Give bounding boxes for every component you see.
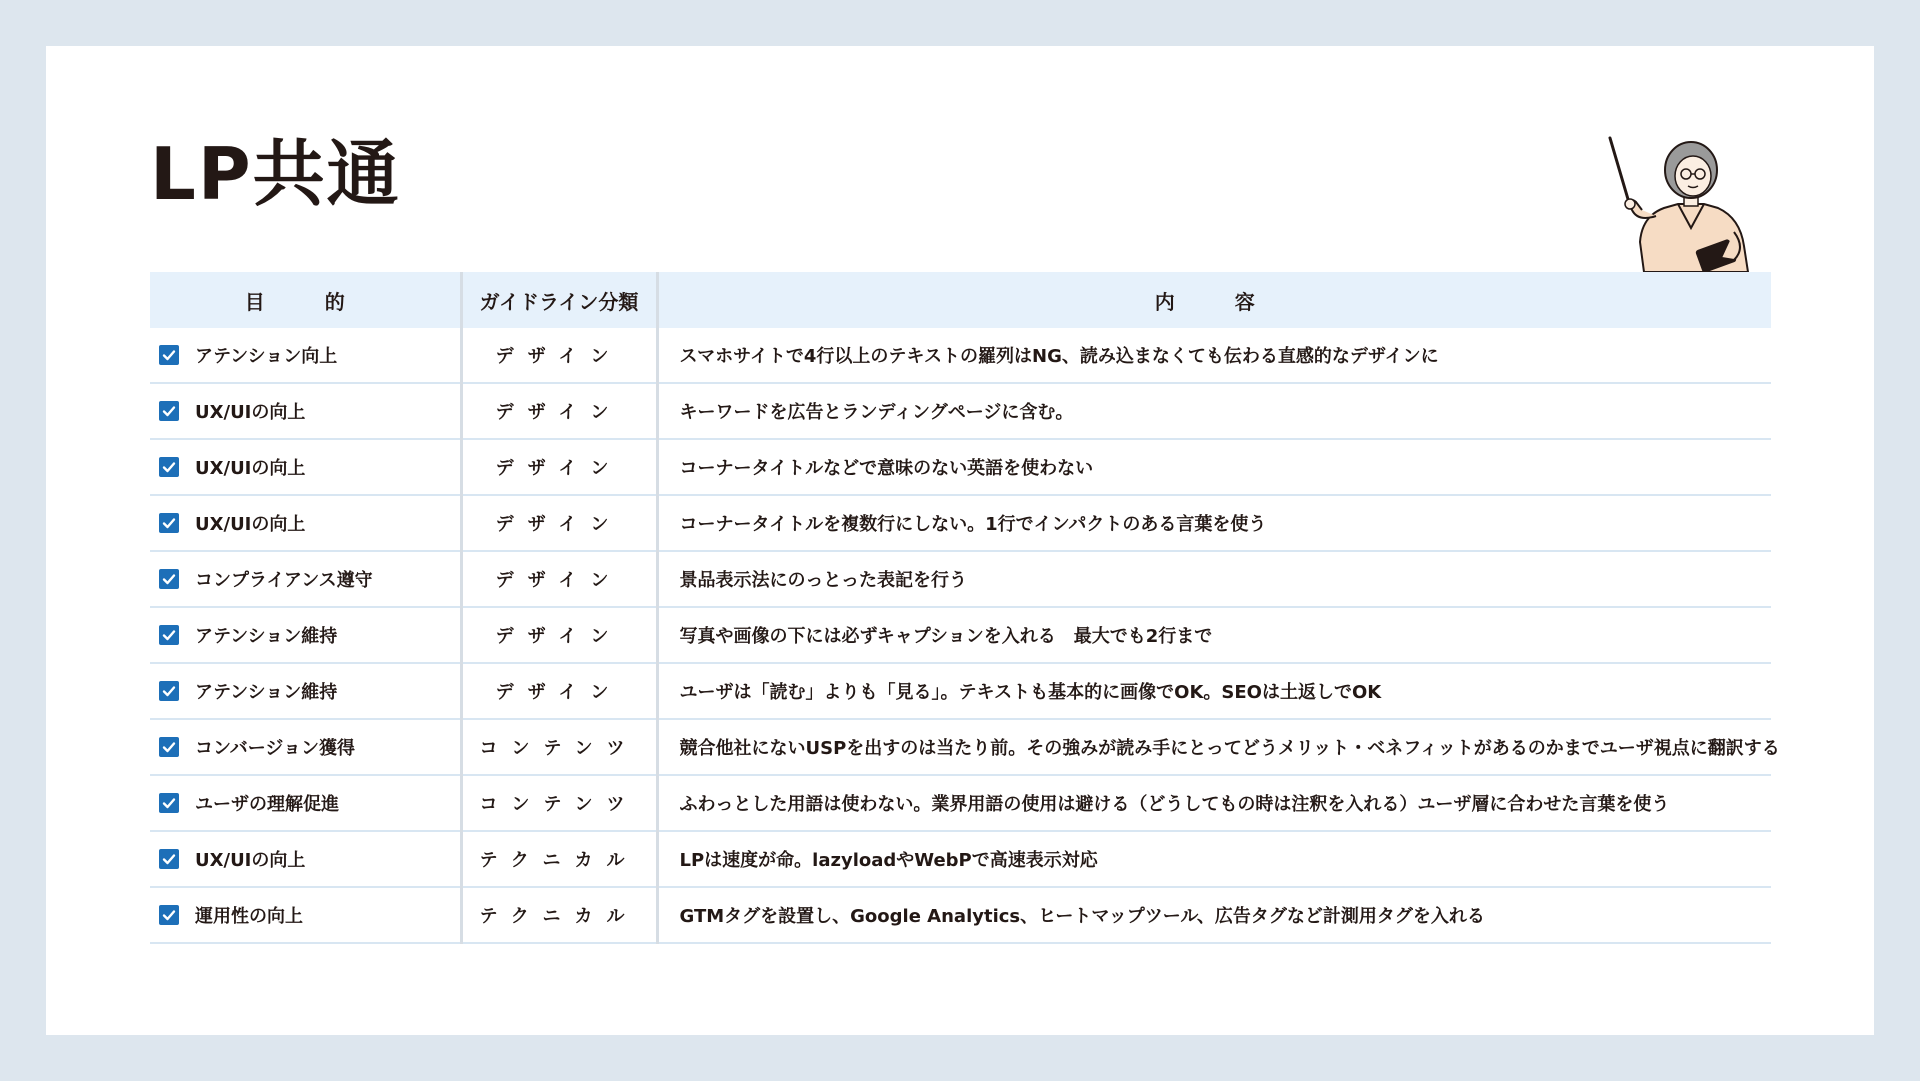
content-cell: GTMタグを設置し、Google Analytics、ヒートマップツール、広告タグなど計測用タグを入れる: [657, 887, 1771, 943]
category-cell: デザイン: [461, 551, 657, 607]
purpose-cell: [150, 663, 461, 719]
purpose-text: UX/UIの向上: [195, 458, 306, 479]
purpose-text: アテンション維持: [195, 626, 338, 647]
checkbox-checked-icon[interactable]: [159, 457, 179, 477]
purpose-cell: [150, 719, 461, 775]
table-row: [150, 328, 1771, 383]
purpose-cell: [150, 383, 461, 439]
purpose-text: UX/UIの向上: [195, 514, 306, 535]
purpose-text: コンプライアンス遵守: [195, 570, 373, 591]
checkbox-checked-icon[interactable]: [159, 849, 179, 869]
purpose-text: 運用性の向上: [195, 906, 303, 927]
content-cell: 景品表示法にのっとった表記を行う: [657, 551, 1771, 607]
table-row: [150, 383, 1771, 439]
content-cell: 競合他社にないUSPを出すのは当たり前。その強みが読み手にとってどうメリット・ベネフィットがあるのかまでユーザ視点に翻訳する: [657, 719, 1771, 775]
table-row: [150, 775, 1771, 831]
purpose-cell: [150, 887, 461, 943]
category-cell: デザイン: [461, 495, 657, 551]
content-cell: LPは速度が命。lazyloadやWebPで高速表示対応: [657, 831, 1771, 887]
content-cell: コーナータイトルを複数行にしない。1行でインパクトのある言葉を使う: [657, 495, 1771, 551]
category-cell: デザイン: [461, 383, 657, 439]
header-content: 内 容: [657, 272, 1771, 328]
checkbox-checked-icon[interactable]: [159, 737, 179, 757]
purpose-text: UX/UIの向上: [195, 850, 306, 871]
purpose-cell: [150, 439, 461, 495]
content-cell: スマホサイトで4行以上のテキストの羅列はNG、読み込まなくても伝わる直感的なデザインに: [657, 328, 1771, 383]
table-row: [150, 831, 1771, 887]
purpose-text: ユーザの理解促進: [195, 794, 339, 815]
table-row: [150, 887, 1771, 943]
checkbox-checked-icon[interactable]: [159, 401, 179, 421]
content-cell: ふわっとした用語は使わない。業界用語の使用は避ける（どうしてもの時は注釈を入れる）ユーザ層に合わせた言葉を使う: [657, 775, 1771, 831]
purpose-cell: [150, 775, 461, 831]
checkbox-checked-icon[interactable]: [159, 625, 179, 645]
purpose-cell: [150, 607, 461, 663]
teacher-illustration-icon: [1594, 136, 1794, 272]
header-purpose: 目 的: [150, 272, 461, 328]
purpose-text: アテンション向上: [195, 346, 338, 367]
purpose-cell: [150, 328, 461, 383]
checkbox-checked-icon[interactable]: [159, 513, 179, 533]
purpose-text: UX/UIの向上: [195, 402, 306, 423]
category-cell: テクニカル: [461, 831, 657, 887]
category-cell: テクニカル: [461, 887, 657, 943]
checkbox-checked-icon[interactable]: [159, 345, 179, 365]
content-cell: 写真や画像の下には必ずキャプションを入れる 最大でも2行まで: [657, 607, 1771, 663]
purpose-cell: [150, 551, 461, 607]
table-row: [150, 663, 1771, 719]
guideline-table: [150, 272, 1780, 944]
category-cell: デザイン: [461, 663, 657, 719]
header-category: ガイドライン分類: [461, 272, 657, 328]
table-row: [150, 439, 1771, 495]
table-row: [150, 495, 1771, 551]
checkbox-checked-icon[interactable]: [159, 793, 179, 813]
purpose-text: アテンション維持: [195, 682, 338, 703]
content-cell: キーワードを広告とランディングページに含む。: [657, 383, 1771, 439]
slide: [46, 46, 1874, 1035]
checkbox-checked-icon[interactable]: [159, 905, 179, 925]
table-row: [150, 719, 1771, 775]
table-row: [150, 607, 1771, 663]
purpose-text: コンバージョン獲得: [195, 738, 356, 759]
purpose-cell: [150, 831, 461, 887]
page-title: LP共通: [150, 132, 401, 216]
purpose-cell: [150, 495, 461, 551]
category-cell: コンテンツ: [461, 775, 657, 831]
content-cell: ユーザは「読む」よりも「見る」。テキストも基本的に画像でOK。SEOは土返しでOK: [657, 663, 1771, 719]
category-cell: デザイン: [461, 328, 657, 383]
content-cell: コーナータイトルなどで意味のない英語を使わない: [657, 439, 1771, 495]
checkbox-checked-icon[interactable]: [159, 569, 179, 589]
checkbox-checked-icon[interactable]: [159, 681, 179, 701]
table-header-row: [150, 272, 1771, 328]
category-cell: コンテンツ: [461, 719, 657, 775]
category-cell: デザイン: [461, 439, 657, 495]
category-cell: デザイン: [461, 607, 657, 663]
table-row: [150, 551, 1771, 607]
